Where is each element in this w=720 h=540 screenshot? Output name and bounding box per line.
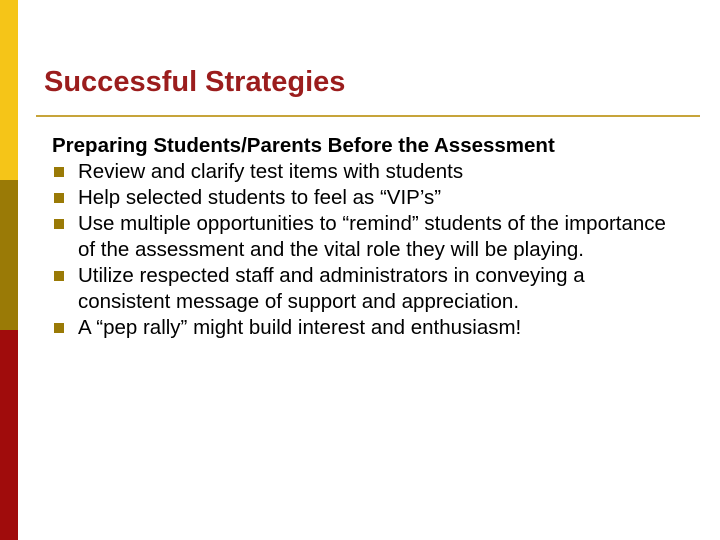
bullet-text: Review and clarify test items with students bbox=[78, 160, 464, 183]
slide-title: Successful Strategies bbox=[44, 66, 346, 98]
list-item bbox=[52, 211, 672, 263]
bullet-text: Use multiple opportunities to “remind” students of the importance of the assessment and the vital role they will be playing. bbox=[78, 212, 666, 261]
bullet-text: A “pep rally” might build interest and enthusiasm! bbox=[78, 316, 522, 339]
square-bullet-icon bbox=[54, 219, 64, 229]
list-item bbox=[52, 159, 672, 185]
list-item bbox=[52, 315, 672, 341]
side-bar-bottom-segment bbox=[0, 330, 18, 540]
square-bullet-icon bbox=[54, 271, 64, 281]
slide-subtitle: Preparing Students/Parents Before the Assessment bbox=[52, 134, 555, 157]
square-bullet-icon bbox=[54, 323, 64, 333]
side-bar-middle-segment bbox=[0, 180, 18, 330]
list-item bbox=[52, 263, 672, 315]
bullet-text: Help selected students to feel as “VIP’s” bbox=[78, 186, 442, 209]
list-item bbox=[52, 185, 672, 211]
square-bullet-icon bbox=[54, 167, 64, 177]
side-bar-top-segment bbox=[0, 0, 18, 180]
slide-content bbox=[52, 133, 672, 341]
bullet-text: Utilize respected staff and administrators in conveying a consistent message of support and appreciation. bbox=[78, 264, 585, 313]
title-divider bbox=[36, 115, 700, 117]
square-bullet-icon bbox=[54, 193, 64, 203]
bullet-list bbox=[52, 159, 672, 341]
